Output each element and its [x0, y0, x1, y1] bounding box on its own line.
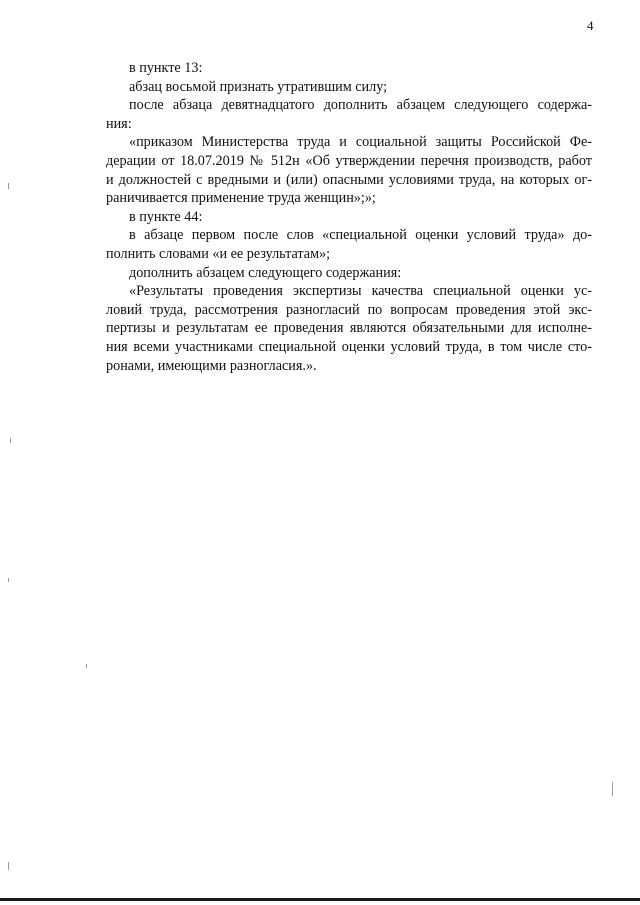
text-line: ния:: [106, 115, 132, 132]
text-line: дерации от 18.07.2019 № 512н «Об утверждении перечня производств, работ: [106, 152, 592, 169]
text-line: «приказом Министерства труда и социальной защиты Российской Фе-: [129, 134, 592, 151]
text-line: в пункте 44:: [129, 208, 203, 225]
page-number: 4: [587, 18, 594, 33]
text-line: дополнить абзацем следующего содержания:: [129, 264, 402, 281]
document-body: [106, 59, 592, 375]
scan-artifact: [86, 664, 87, 668]
text-line: ния всеми участниками специальной оценки условий труда, в том числе сто-: [106, 338, 592, 355]
scan-artifact: [612, 782, 613, 796]
text-line: и должностей с вредными и (или) опасными условиями труда, на которых ог-: [106, 171, 592, 188]
text-line: ронами, имеющими разногласия.».: [106, 357, 317, 374]
scan-bottom-edge: [0, 898, 640, 901]
text-line: пертизы и результатам ее проведения являются обязательными для исполне-: [106, 320, 592, 337]
scan-artifact: [10, 438, 11, 443]
text-line: «Результаты проведения экспертизы качества специальной оценки ус-: [129, 283, 592, 300]
text-line: полнить словами «и ее результатам»;: [106, 245, 331, 262]
scan-artifact: [8, 183, 9, 189]
scan-artifact: [8, 862, 9, 870]
text-line: абзац восьмой признать утратившим силу;: [129, 78, 388, 95]
scan-artifact: [8, 578, 9, 582]
text-line: в пункте 13:: [129, 60, 203, 76]
text-line: ловий труда, рассмотрения разногласий по вопросам проведения этой экс-: [106, 301, 592, 318]
text-line: раничивается применение труда женщин»;»;: [106, 190, 376, 207]
text-line: в абзаце первом после слов «специальной оценки условий труда» до-: [129, 227, 592, 244]
text-line: после абзаца девятнадцатого дополнить абзацем следующего содержа-: [129, 97, 592, 114]
